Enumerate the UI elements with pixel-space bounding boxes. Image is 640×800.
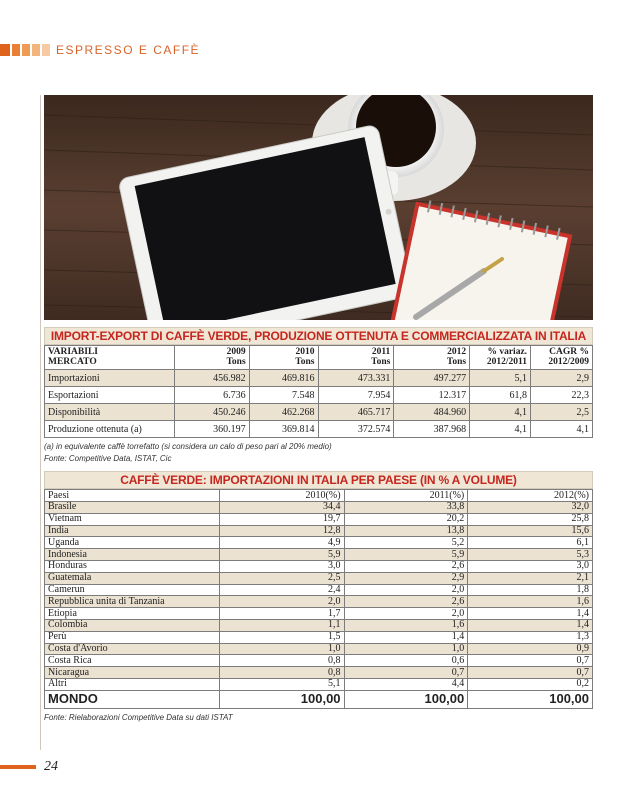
table-cell: 450.246 [174,404,249,421]
country-name: Costa Rica [45,655,220,667]
table-title: CAFFÈ VERDE: IMPORTAZIONI IN ITALIA PER PAESE (IN % A VOLUME) [44,471,593,489]
total-row [45,690,593,708]
percentage-cell: 20,2 [344,513,468,525]
column-header: 2012(%) [468,490,593,502]
imports-by-country-table [44,489,593,709]
country-name: India [45,525,220,537]
table-cell: 7.954 [318,387,394,404]
percentage-cell: 5,2 [344,537,468,549]
country-name: Vietnam [45,513,220,525]
percentage-cell: 0,8 [219,667,344,679]
table-cell: 497.277 [394,370,470,387]
header-bar [42,44,50,56]
table-cell: 465.717 [318,404,394,421]
table-row [45,584,593,596]
table-cell: 456.982 [174,370,249,387]
coffee-tablet-photo [44,95,593,320]
table-row [45,643,593,655]
table-cell: 360.197 [174,421,249,438]
percentage-cell: 2,5 [219,572,344,584]
percentage-cell: 0,8 [219,655,344,667]
table-cell: 469.816 [249,370,318,387]
import-export-table [44,345,593,438]
percentage-cell: 1,4 [468,608,593,620]
percentage-cell: 2,1 [468,572,593,584]
table-cell: 4,1 [470,404,531,421]
table-cell: 61,8 [470,387,531,404]
table-row [45,513,593,525]
percentage-cell: 5,9 [219,549,344,561]
table-row [45,608,593,620]
country-name: Brasile [45,502,220,514]
percentage-cell: 1,0 [219,643,344,655]
percentage-cell: 1,8 [468,584,593,596]
percentage-cell: 13,8 [344,525,468,537]
percentage-cell: 1,6 [344,619,468,631]
total-cell: 100,00 [468,690,593,708]
table-row [45,502,593,514]
total-cell: 100,00 [219,690,344,708]
table-row [45,655,593,667]
percentage-cell: 32,0 [468,502,593,514]
table-row [45,619,593,631]
table-cell: 387.968 [394,421,470,438]
country-name: Camerun [45,584,220,596]
table-row [45,404,593,421]
country-name: Repubblica unita di Tanzania [45,596,220,608]
percentage-cell: 0,7 [468,667,593,679]
percentage-cell: 3,0 [219,560,344,572]
country-name: Uganda [45,537,220,549]
table-row [45,537,593,549]
percentage-cell: 5,1 [219,678,344,690]
table-cell: 462.268 [249,404,318,421]
column-header: 2011 Tons [318,346,394,370]
table-row [45,525,593,537]
table-cell: 484.960 [394,404,470,421]
country-name: Colombia [45,619,220,631]
section-header [0,43,200,57]
footer-bar [0,765,36,769]
column-header: VARIABILI MERCATO [45,346,175,370]
percentage-cell: 0,6 [344,655,468,667]
table-row [45,596,593,608]
table-cell: 372.574 [318,421,394,438]
percentage-cell: 25,8 [468,513,593,525]
percentage-cell: 1,7 [219,608,344,620]
percentage-cell: 0,7 [468,655,593,667]
country-name: Perù [45,631,220,643]
source-note: Fonte: Rielaborazioni Competitive Data su dati ISTAT [44,712,233,722]
table-row [45,549,593,561]
country-rows [45,502,593,691]
percentage-cell: 0,9 [468,643,593,655]
percentage-cell: 33,8 [344,502,468,514]
table-row [45,572,593,584]
row-label: Disponibilità [45,404,175,421]
table-row [45,560,593,572]
header-bar [22,44,30,56]
percentage-cell: 4,4 [344,678,468,690]
percentage-cell: 1,3 [468,631,593,643]
percentage-cell: 2,4 [219,584,344,596]
table-cell: 2,9 [531,370,593,387]
table-title: IMPORT-EXPORT DI CAFFÈ VERDE, PRODUZIONE OTTENUTA E COMMERCIALIZZATA IN ITALIA [44,327,593,345]
table-header-row [45,490,593,502]
row-label: Importazioni [45,370,175,387]
percentage-cell: 4,9 [219,537,344,549]
percentage-cell: 1,4 [344,631,468,643]
percentage-cell: 19,7 [219,513,344,525]
table-cell: 369.814 [249,421,318,438]
table-cell: 4,1 [470,421,531,438]
section-title: ESPRESSO E CAFFÈ [56,43,201,57]
percentage-cell: 0,2 [468,678,593,690]
table-notes [44,441,593,465]
country-name: Nicaragua [45,667,220,679]
percentage-cell: 15,6 [468,525,593,537]
column-header: 2012 Tons [394,346,470,370]
column-header: 2010(%) [219,490,344,502]
margin-rule [40,95,41,750]
imports-by-country-section [44,471,593,724]
country-name: Costa d'Avorio [45,643,220,655]
column-header: % variaz. 2012/2011 [470,346,531,370]
source-note: Fonte: Competitive Data, ISTAT, Cic [44,454,172,463]
country-name: Honduras [45,560,220,572]
footnote: (a) in equivalente caffè torrefatto (si considera un calo di peso pari al 20% medio) [44,442,332,451]
table-row [45,387,593,404]
percentage-cell: 0,7 [344,667,468,679]
page-number: 24 [44,759,58,774]
percentage-cell: 2,0 [344,584,468,596]
percentage-cell: 1,6 [468,596,593,608]
total-label: MONDO [45,690,220,708]
header-bar [32,44,40,56]
column-header: 2010 Tons [249,346,318,370]
percentage-cell: 3,0 [468,560,593,572]
row-label: Esportazioni [45,387,175,404]
header-bar [12,44,20,56]
table-cell: 6.736 [174,387,249,404]
import-export-table-section [44,327,593,465]
table-cell: 5,1 [470,370,531,387]
table-header-row [45,346,593,370]
percentage-cell: 5,3 [468,549,593,561]
table-row [45,370,593,387]
percentage-cell: 2,9 [344,572,468,584]
country-name: Etiopia [45,608,220,620]
country-name: Guatemala [45,572,220,584]
percentage-cell: 1,1 [219,619,344,631]
percentage-cell: 6,1 [468,537,593,549]
row-label: Produzione ottenuta (a) [45,421,175,438]
percentage-cell: 1,4 [468,619,593,631]
percentage-cell: 2,0 [344,608,468,620]
column-header: CAGR % 2012/2009 [531,346,593,370]
header-bar [0,44,10,56]
percentage-cell: 1,0 [344,643,468,655]
column-header: Paesi [45,490,220,502]
percentage-cell: 1,5 [219,631,344,643]
column-header: 2009 Tons [174,346,249,370]
percentage-cell: 2,6 [344,596,468,608]
table-row [45,631,593,643]
table-cell: 22,3 [531,387,593,404]
country-name: Altri [45,678,220,690]
percentage-cell: 2,6 [344,560,468,572]
column-header: 2011(%) [344,490,468,502]
table-row [45,667,593,679]
table-cell: 7.548 [249,387,318,404]
table-cell: 12.317 [394,387,470,404]
country-name: Indonesia [45,549,220,561]
photo-illustration [44,95,593,320]
table-cell: 473.331 [318,370,394,387]
total-cell: 100,00 [344,690,468,708]
percentage-cell: 5,9 [344,549,468,561]
table-cell: 4,1 [531,421,593,438]
table-row [45,421,593,438]
percentage-cell: 34,4 [219,502,344,514]
table-row [45,678,593,690]
percentage-cell: 2,0 [219,596,344,608]
percentage-cell: 12,8 [219,525,344,537]
table-cell: 2,5 [531,404,593,421]
